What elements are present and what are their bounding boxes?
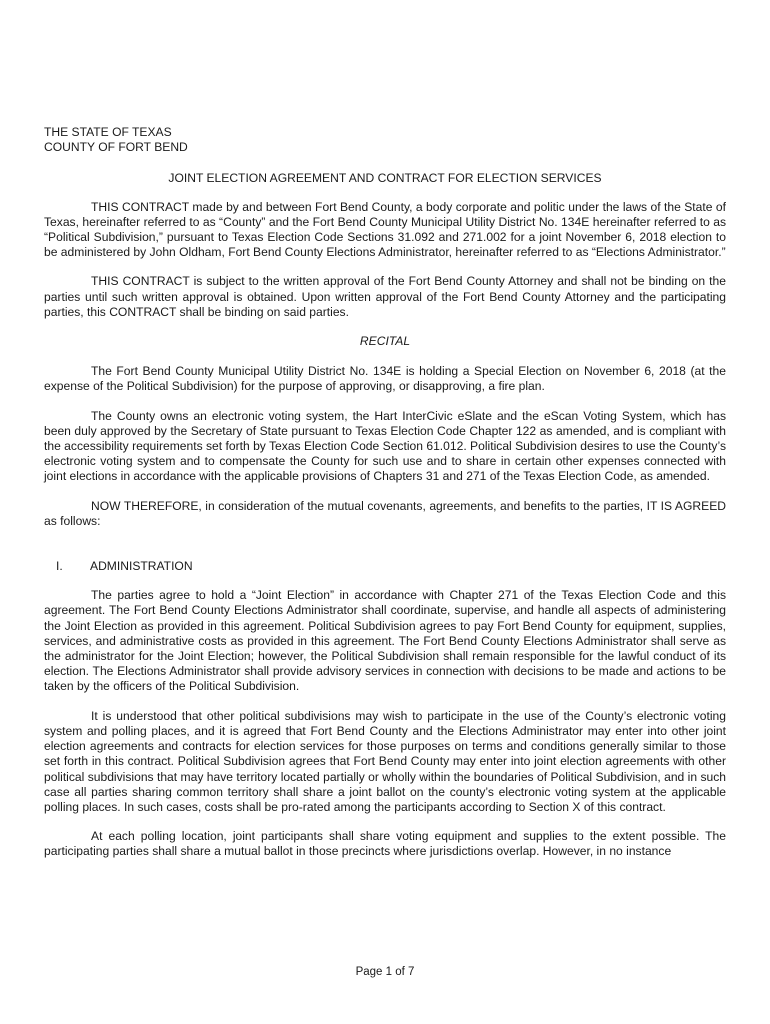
intro-paragraph: THIS CONTRACT is subject to the written approval of the Fort Bend County Attorney and shall not be binding on the parties until such written approval is obtained. Upon written approval of the Fort Bend County Attorney and the participating parties, this CONTRACT shall be binding on said parties. — [44, 274, 726, 319]
recital-heading: RECITAL — [359, 334, 411, 349]
document-title: JOINT ELECTION AGREEMENT AND CONTRACT FOR ELECTION SERVICES — [168, 171, 602, 186]
recital-paragraph: The County owns an electronic voting system, the Hart InterCivic eSlate and the eScan Voting System, which has been duly approved by the Secretary of State pursuant to Texas Election Code Chapter 122 as amended, and is compliant with the accessibility requirements set forth by Texas Election Code Section 61.012. Political Subdivision desires to use the County’s electronic voting system and to compensate the County for such use and to share in certain other expenses connected with joint elections in accordance with the applicable provisions of Chapters 31 and 271 of the Texas Election Code, as amended. — [44, 408, 726, 484]
recital-paragraph: NOW THEREFORE, in consideration of the mutual covenants, agreements, and benefits to the parties, IT IS AGREED as follows: — [44, 498, 726, 528]
recital-paragraph: The Fort Bend County Municipal Utility District No. 134E is holding a Special Election on November 6, 2018 (at the expense of the Political Subdivision) for the purpose of approving, or disapproving, a fire plan. — [44, 364, 726, 394]
page-number: Page 1 of 7 — [355, 966, 415, 978]
intro-paragraph: THIS CONTRACT made by and between Fort Bend County, a body corporate and politic under the laws of the State of Texas, hereinafter referred to as “County” and the Fort Bend County Municipal Utility District No. 134E hereinafter referred to as “Political Subdivision,” pursuant to Texas Election Code Sections 31.092 and 271.002 for a joint November 6, 2018 election to be administered by John Oldham, Fort Bend County Elections Administrator, hereinafter referred to as “Elections Administrator.” — [44, 199, 726, 260]
section-title: ADMINISTRATION — [90, 559, 193, 574]
section-paragraph: At each polling location, joint participants shall share voting equipment and supplies to the extent possible. The participating parties shall share a mutual ballot in those precincts where jurisdictions overlap. However, in no instance — [44, 829, 726, 859]
section-heading — [44, 559, 726, 574]
county-line: COUNTY OF FORT BEND — [44, 140, 188, 155]
document-body — [44, 125, 726, 874]
section-paragraph: The parties agree to hold a “Joint Election” in accordance with Chapter 271 of the Texas Election Code and this agreement. The Fort Bend County Elections Administrator shall coordinate, supervise, and handle all aspects of administering the Joint Election as provided in this agreement. Political Subdivision agrees to pay Fort Bend County for equipment, supplies, services, and administrative costs as provided in this agreement. The Fort Bend County Elections Administrator shall serve as the administrator for the Joint Election; however, the Political Subdivision shall remain responsible for the lawful conduct of its election. The Elections Administrator shall provide advisory services in connection with decisions to be made and actions to be taken by the officers of the Political Subdivision. — [44, 588, 726, 694]
state-line: THE STATE OF TEXAS — [44, 125, 172, 139]
section-number: I. — [56, 559, 63, 574]
section-paragraph: It is understood that other political subdivisions may wish to participate in the use of the County’s electronic voting system and polling places, and it is agreed that Fort Bend County and the Elections Administrator may enter into other joint election agreements and contracts for election services for those purposes on terms and conditions generally similar to those set forth in this contract. Political Subdivision agrees that Fort Bend County may enter into joint election agreements with other political subdivisions that may have territory located partially or wholly within the boundaries of Political Subdivision, and in such case all parties sharing common territory shall share a joint ballot on the county’s electronic voting system at the applicable polling places. In such cases, costs shall be pro-rated among the participants according to Section X of this contract. — [44, 708, 726, 814]
